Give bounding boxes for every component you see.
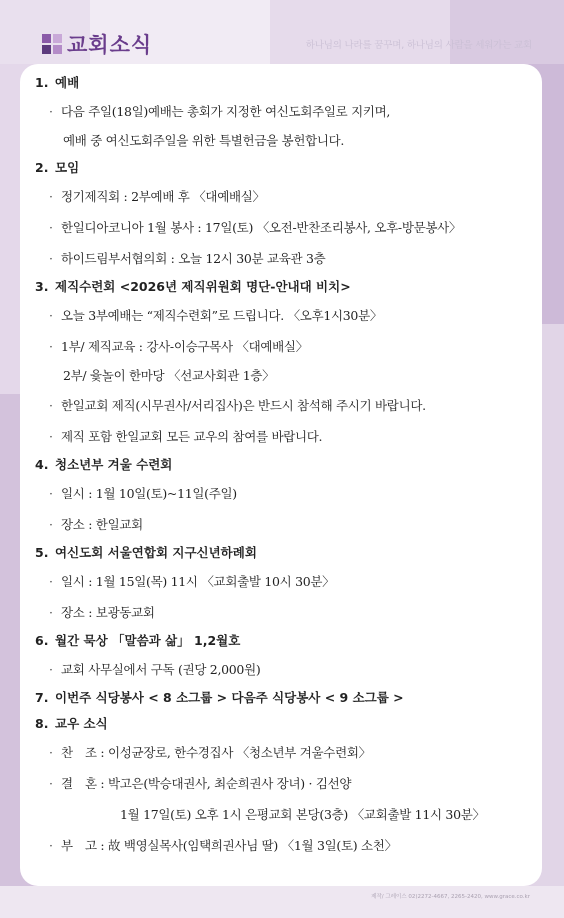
news-item-text: 한일디아코니아 1월 봉사 : 17일(토) 〈오전-반찬조리봉사, 오후-방문봉사〉	[61, 220, 462, 235]
news-item	[35, 654, 535, 685]
news-item	[35, 212, 535, 243]
bullet: ·	[49, 429, 53, 444]
news-item-text: 부 고 : 故 백영실목사(임택희권사님 딸) 〈1월 3일(토) 소천〉	[61, 838, 397, 853]
bullet: ·	[49, 104, 53, 119]
news-item	[35, 390, 535, 421]
news-item-text: 일시 : 1월 15일(목) 11시 〈교회출발 10시 30분〉	[61, 574, 335, 589]
section-heading	[35, 155, 535, 181]
section-number: 8.	[35, 716, 49, 731]
section-title: 월간 묵상 「말씀과 삶」 1,2월호	[55, 633, 241, 648]
news-item-text: 정기제직회 : 2부예배 후 〈대예배실〉	[61, 189, 265, 204]
church-motto: 하나님의 나라를 꿈꾸며, 하나님의 사람을 세워가는 교회	[305, 40, 532, 51]
news-item-text: 장소 : 보광동교회	[61, 605, 155, 620]
news-item-text: 오늘 3부예배는 “제직수련회”로 드립니다. 〈오후1시30분〉	[61, 308, 383, 323]
publisher-credit: 제작/ 그레이스 02)2272-4667, 2265-2420, www.grace.co.kr	[371, 894, 530, 900]
news-item-text: 일시 : 1월 10일(토)~11일(주일)	[61, 486, 237, 501]
news-item	[35, 362, 535, 390]
header	[0, 0, 564, 64]
section-title: 이번주 식당봉사 < 8 소그룹 > 다음주 식당봉사 < 9 소그룹 >	[55, 690, 404, 705]
news-item	[35, 127, 535, 155]
news-item	[35, 96, 535, 127]
bullet: ·	[49, 486, 53, 501]
bullet: ·	[49, 605, 53, 620]
section-heading	[35, 685, 535, 711]
section-title: 모임	[55, 160, 80, 175]
news-item-text: 1부/ 제직교육 : 강사-이승구목사 〈대예배실〉	[61, 339, 308, 354]
section-title: 예배	[55, 75, 80, 90]
news-item	[35, 331, 535, 362]
section-number: 4.	[35, 457, 49, 472]
news-item-text: 장소 : 한일교회	[61, 517, 143, 532]
news-item	[35, 830, 535, 861]
bullet: ·	[49, 838, 53, 853]
bullet: ·	[49, 308, 53, 323]
news-content	[35, 70, 535, 861]
section-number: 2.	[35, 160, 49, 175]
section-heading	[35, 711, 535, 737]
section-number: 7.	[35, 690, 49, 705]
news-item	[35, 300, 535, 331]
section-number: 6.	[35, 633, 49, 648]
section-heading	[35, 274, 535, 300]
news-item-text: 예배 중 여신도회주일을 위한 특별헌금을 봉헌합니다.	[63, 133, 345, 148]
news-item	[35, 181, 535, 212]
bullet: ·	[49, 398, 53, 413]
news-item	[35, 799, 535, 830]
news-item-text: 제직 포함 한일교회 모든 교우의 참여를 바랍니다.	[61, 429, 323, 444]
news-item	[35, 509, 535, 540]
section-number: 1.	[35, 75, 49, 90]
section-heading	[35, 70, 535, 96]
news-item-text: 다음 주일(18일)예배는 총회가 지정한 여신도회주일로 지키며,	[61, 104, 391, 119]
news-item-text: 결 혼 : 박고은(박승대권사, 최순희권사 장녀) · 김선양	[61, 776, 352, 791]
section-heading	[35, 452, 535, 478]
news-item-text: 교회 사무실에서 구독 (권당 2,000원)	[61, 662, 261, 677]
news-item	[35, 566, 535, 597]
bullet: ·	[49, 251, 53, 266]
news-item	[35, 768, 535, 799]
bullet: ·	[49, 662, 53, 677]
news-item	[35, 421, 535, 452]
bullet: ·	[49, 574, 53, 589]
section-title: 청소년부 겨울 수련회	[55, 457, 173, 472]
bullet: ·	[49, 339, 53, 354]
section-heading	[35, 540, 535, 566]
section-title: 여신도회 서울연합회 지구신년하례회	[55, 545, 257, 560]
section-title: 제직수련회 <2026년 제직위원회 명단-안내대 비치>	[55, 279, 351, 294]
news-item-text: 한일교회 제직(시무권사/서리집사)은 반드시 참석해 주시기 바랍니다.	[61, 398, 426, 413]
news-item-text: 1월 17일(토) 오후 1시 은평교회 본당(3층) 〈교회출발 11시 30분〉	[120, 807, 485, 822]
logo	[42, 29, 152, 59]
news-item-text: 하이드림부서협의회 : 오늘 12시 30분 교육관 3층	[61, 251, 326, 266]
bullet: ·	[49, 220, 53, 235]
section-heading	[35, 628, 535, 654]
news-item-text: 2부/ 윷놀이 한마당 〈선교사회관 1층〉	[63, 368, 275, 383]
bullet: ·	[49, 776, 53, 791]
bullet: ·	[49, 189, 53, 204]
section-title: 교우 소식	[55, 716, 108, 731]
page-title: 교회소식	[67, 33, 153, 57]
church-logo-icon	[42, 34, 62, 54]
bullet: ·	[49, 517, 53, 532]
background-tile	[0, 886, 564, 918]
news-item	[35, 597, 535, 628]
news-item	[35, 243, 535, 274]
bullet: ·	[49, 745, 53, 760]
section-number: 5.	[35, 545, 49, 560]
section-number: 3.	[35, 279, 49, 294]
news-item	[35, 737, 535, 768]
news-item	[35, 478, 535, 509]
news-item-text: 찬 조 : 이성균장로, 한수경집사 〈청소년부 겨울수련회〉	[61, 745, 371, 760]
